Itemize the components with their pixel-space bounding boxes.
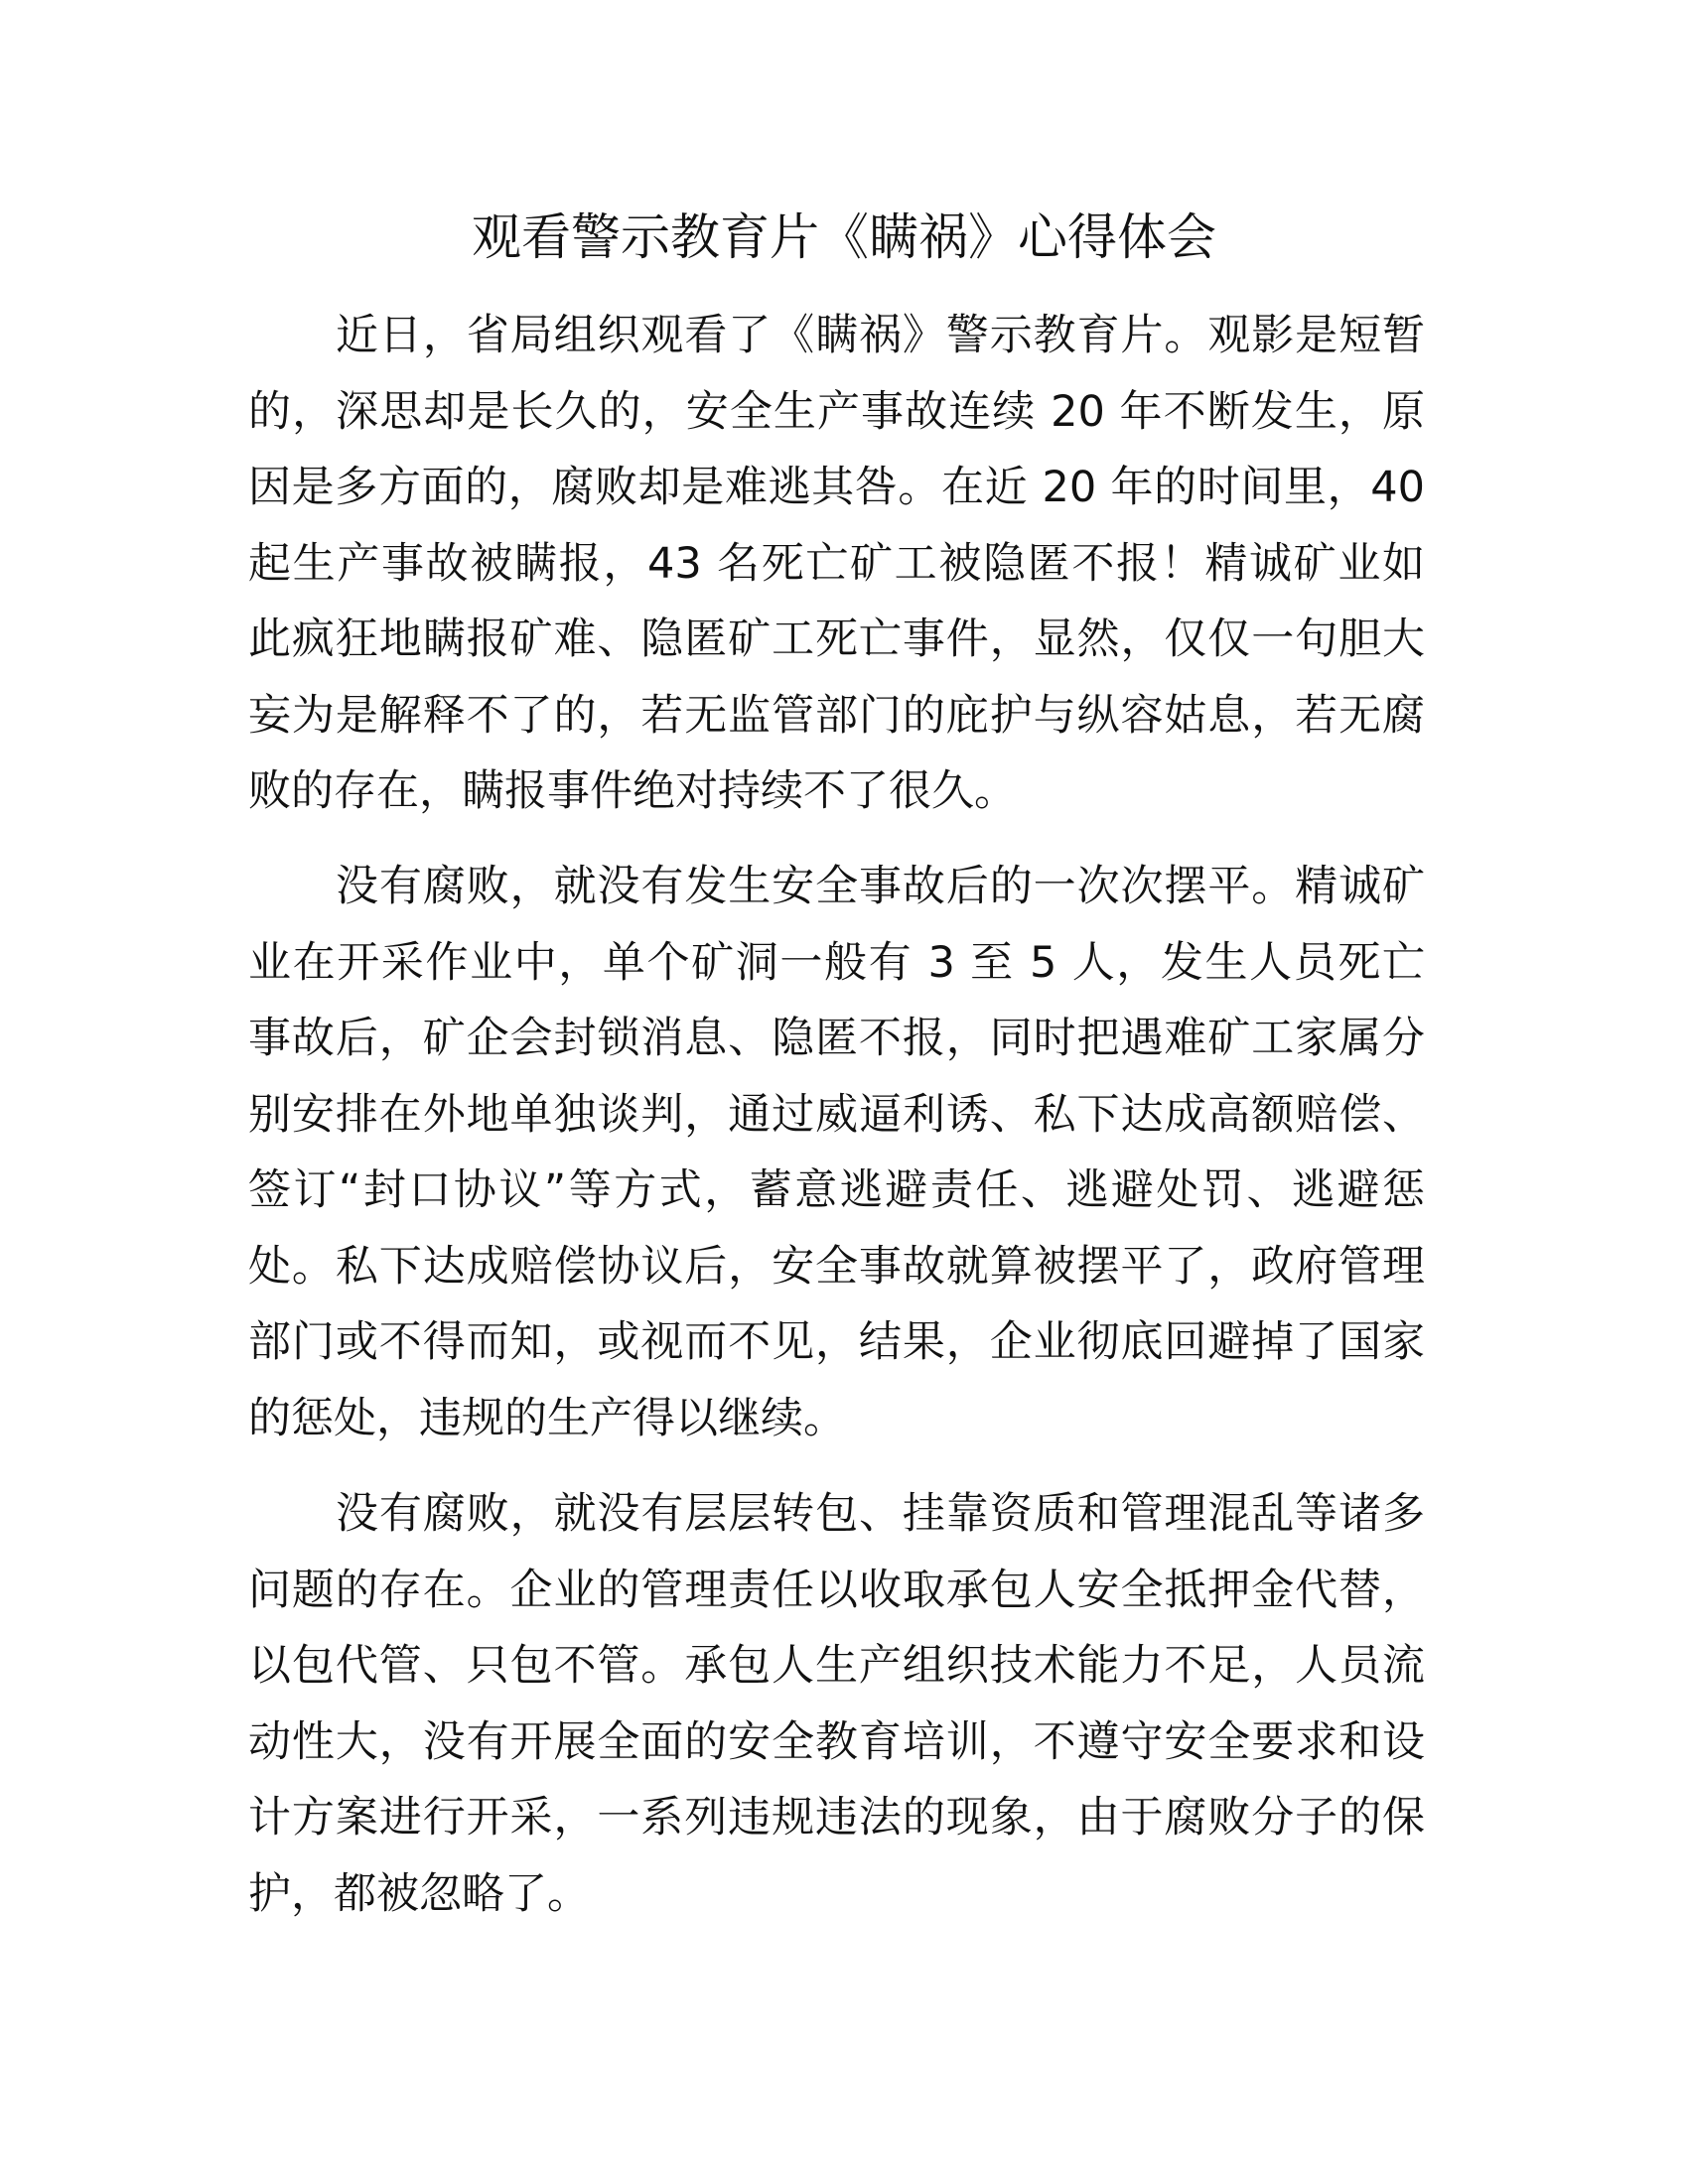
text-line: 的，深思却是长久的，安全生产事故连续 20 年不断发生，原: [248, 386, 1425, 437]
text-line: 起生产事故被瞒报，43 名死亡矿工被隐匿不报！精诚矿业如: [248, 538, 1425, 589]
text-line: 部门或不得而知，或视而不见，结果，企业彻底回避掉了国家: [248, 1317, 1425, 1367]
text-line: 业在开采作业中，单个矿洞一般有 3 至 5 人，发生人员死亡: [248, 937, 1425, 988]
text-line: 的惩处，违规的生产得以继续。: [248, 1393, 846, 1443]
text-line: 没有腐败，就没有层层转包、挂靠资质和管理混乱等诸多: [336, 1489, 1425, 1539]
text-line: 妄为是解释不了的，若无监管部门的庇护与纵容姑息，若无腐: [248, 690, 1425, 741]
text-line: 以包代管、只包不管。承包人生产组织技术能力不足，人员流: [248, 1641, 1425, 1691]
text-line: 近日，省局组织观看了《瞒祸》警示教育片。观影是短暂: [336, 311, 1425, 360]
paragraph-2: [248, 849, 1425, 1456]
paragraph-1: [248, 298, 1425, 830]
text-line: 护，都被忽略了。: [248, 1868, 590, 1919]
text-line: 签订“封口协议”等方式，蓄意逃避责任、逃避处罚、逃避惩: [248, 1165, 1425, 1215]
text-line: 事故后，矿企会封锁消息、隐匿不报，同时把遇难矿工家属分: [248, 1014, 1425, 1063]
text-line: 别安排在外地单独谈判，通过威逼利诱、私下达成高额赔偿、: [248, 1089, 1425, 1140]
text-line: 因是多方面的，腐败却是难逃其咎。在近 20 年的时间里，40: [248, 463, 1425, 512]
document-title: 观看警示教育片《瞒祸》心得体会: [472, 208, 1216, 266]
text-line: 没有腐败，就没有发生安全事故后的一次次摆平。精诚矿: [336, 862, 1425, 911]
text-line: 此疯狂地瞒报矿难、隐匿矿工死亡事件，显然，仅仅一句胆大: [248, 614, 1425, 664]
text-line: 处。私下达成赔偿协议后，安全事故就算被摆平了，政府管理: [248, 1241, 1425, 1292]
text-line: 计方案进行开采，一系列违规违法的现象，由于腐败分子的保: [248, 1793, 1425, 1843]
text-line: 动性大，没有开展全面的安全教育培训，不遵守安全要求和设: [248, 1716, 1425, 1767]
text-line: 败的存在，瞒报事件绝对持续不了很久。: [248, 766, 1017, 816]
paragraph-3: [248, 1476, 1425, 1932]
text-line: 问题的存在。企业的管理责任以收取承包人安全抵押金代替，: [248, 1565, 1425, 1615]
